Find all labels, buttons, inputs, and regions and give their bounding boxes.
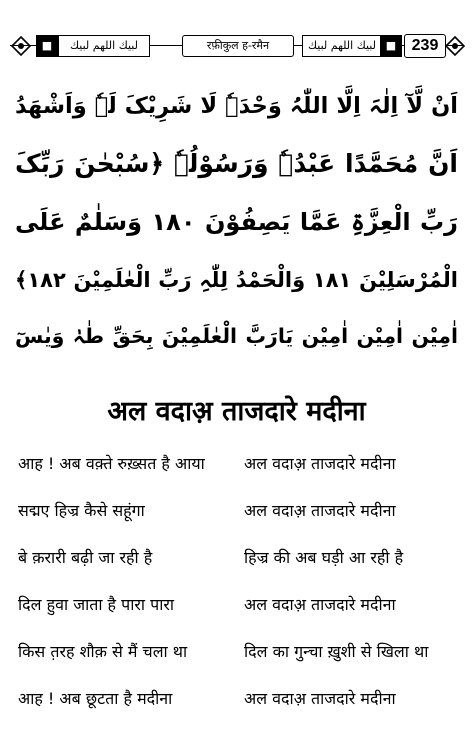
verse-first-half: बे क़रारी बढ़ी जा रही है — [18, 548, 153, 567]
ornament-left-icon — [10, 35, 32, 57]
verse-first-half: आह ! अब वक़्ते रुख़्सत है आया — [18, 454, 205, 473]
arabic-line-1: اَنْ لَّآ اِلٰہَ اِلَّا اللّٰہُ وَحْدَہٗ لَا شَرِیْکَ لَہٗ وَاَشْھَدُ — [15, 93, 458, 119]
verse-first-half: आह ! अब छूटता है मदीना — [18, 689, 173, 708]
kaaba-icon-right: ■ — [380, 35, 402, 57]
arabic-line-4: الْمُرْسَلِیْنَ ۱۸۱ وَالْحَمْدُ لِلّٰہِ رَبِّ الْعٰلَمِیْنَ ۱۸۲﴾ — [15, 268, 458, 292]
kaaba-icon-left: ■ — [36, 35, 58, 57]
ornament-right-icon — [444, 35, 466, 57]
verse-second-half: अल वदाअ़ ताजदारे मदीना — [244, 454, 396, 473]
verse-second-half: दिल का गुन्चा ख़ुशी से खिला था — [244, 642, 429, 661]
page-number: 239 — [404, 34, 446, 58]
arabic-line-3: رَبِّ الْعِزَّۃِ عَمَّا یَصِفُوْنَ ۱۸۰ وَسَلٰمٌ عَلَی — [15, 208, 458, 236]
header-left-brand: لبيك اللهم لبيك — [58, 35, 150, 57]
verse-first-half: दिल हुवा जाता है पारा पारा — [18, 595, 175, 614]
verse-row — [18, 496, 455, 526]
verse-first-half: किस त़रह शौक़ से मैं चला था — [18, 642, 188, 661]
verse-second-half: अल वदाअ़ ताजदारे मदीना — [244, 689, 396, 708]
arabic-line-5: اٰمِیْن اٰمِیْن اٰمِیْن یَارَبَّ الْعٰلَمِیْنَ بِحَقِّ طٰہٰ وَیٰسٓ — [15, 324, 458, 348]
verse-second-half: अल वदाअ़ ताजदारे मदीना — [244, 501, 396, 520]
verse-row — [18, 543, 455, 573]
header-right-brand: لبيك اللهم لبيك — [302, 35, 382, 57]
page-header — [10, 31, 463, 61]
verse-first-half: सद्मए हिज्र कैसे सहूंगा — [18, 501, 145, 520]
verse-second-half: अल वदाअ़ ताजदारे मदीना — [244, 595, 396, 614]
verse-row — [18, 684, 455, 714]
header-center-title: रफ़ीकुल ह-रमैन — [182, 35, 294, 57]
poem-title: अल वदाअ़ ताजदारे मदीना — [107, 396, 366, 427]
verse-second-half: हिज्र की अब घड़ी आ रही है — [244, 548, 404, 567]
verse-row — [18, 637, 455, 667]
arabic-line-2: اَنَّ مُحَمَّدًا عَبْدُہٗ وَرَسُوْلُہٗ ﴿سُبْحٰنَ رَبِّکَ — [15, 149, 458, 178]
verse-row — [18, 590, 455, 620]
verse-row — [18, 449, 455, 479]
